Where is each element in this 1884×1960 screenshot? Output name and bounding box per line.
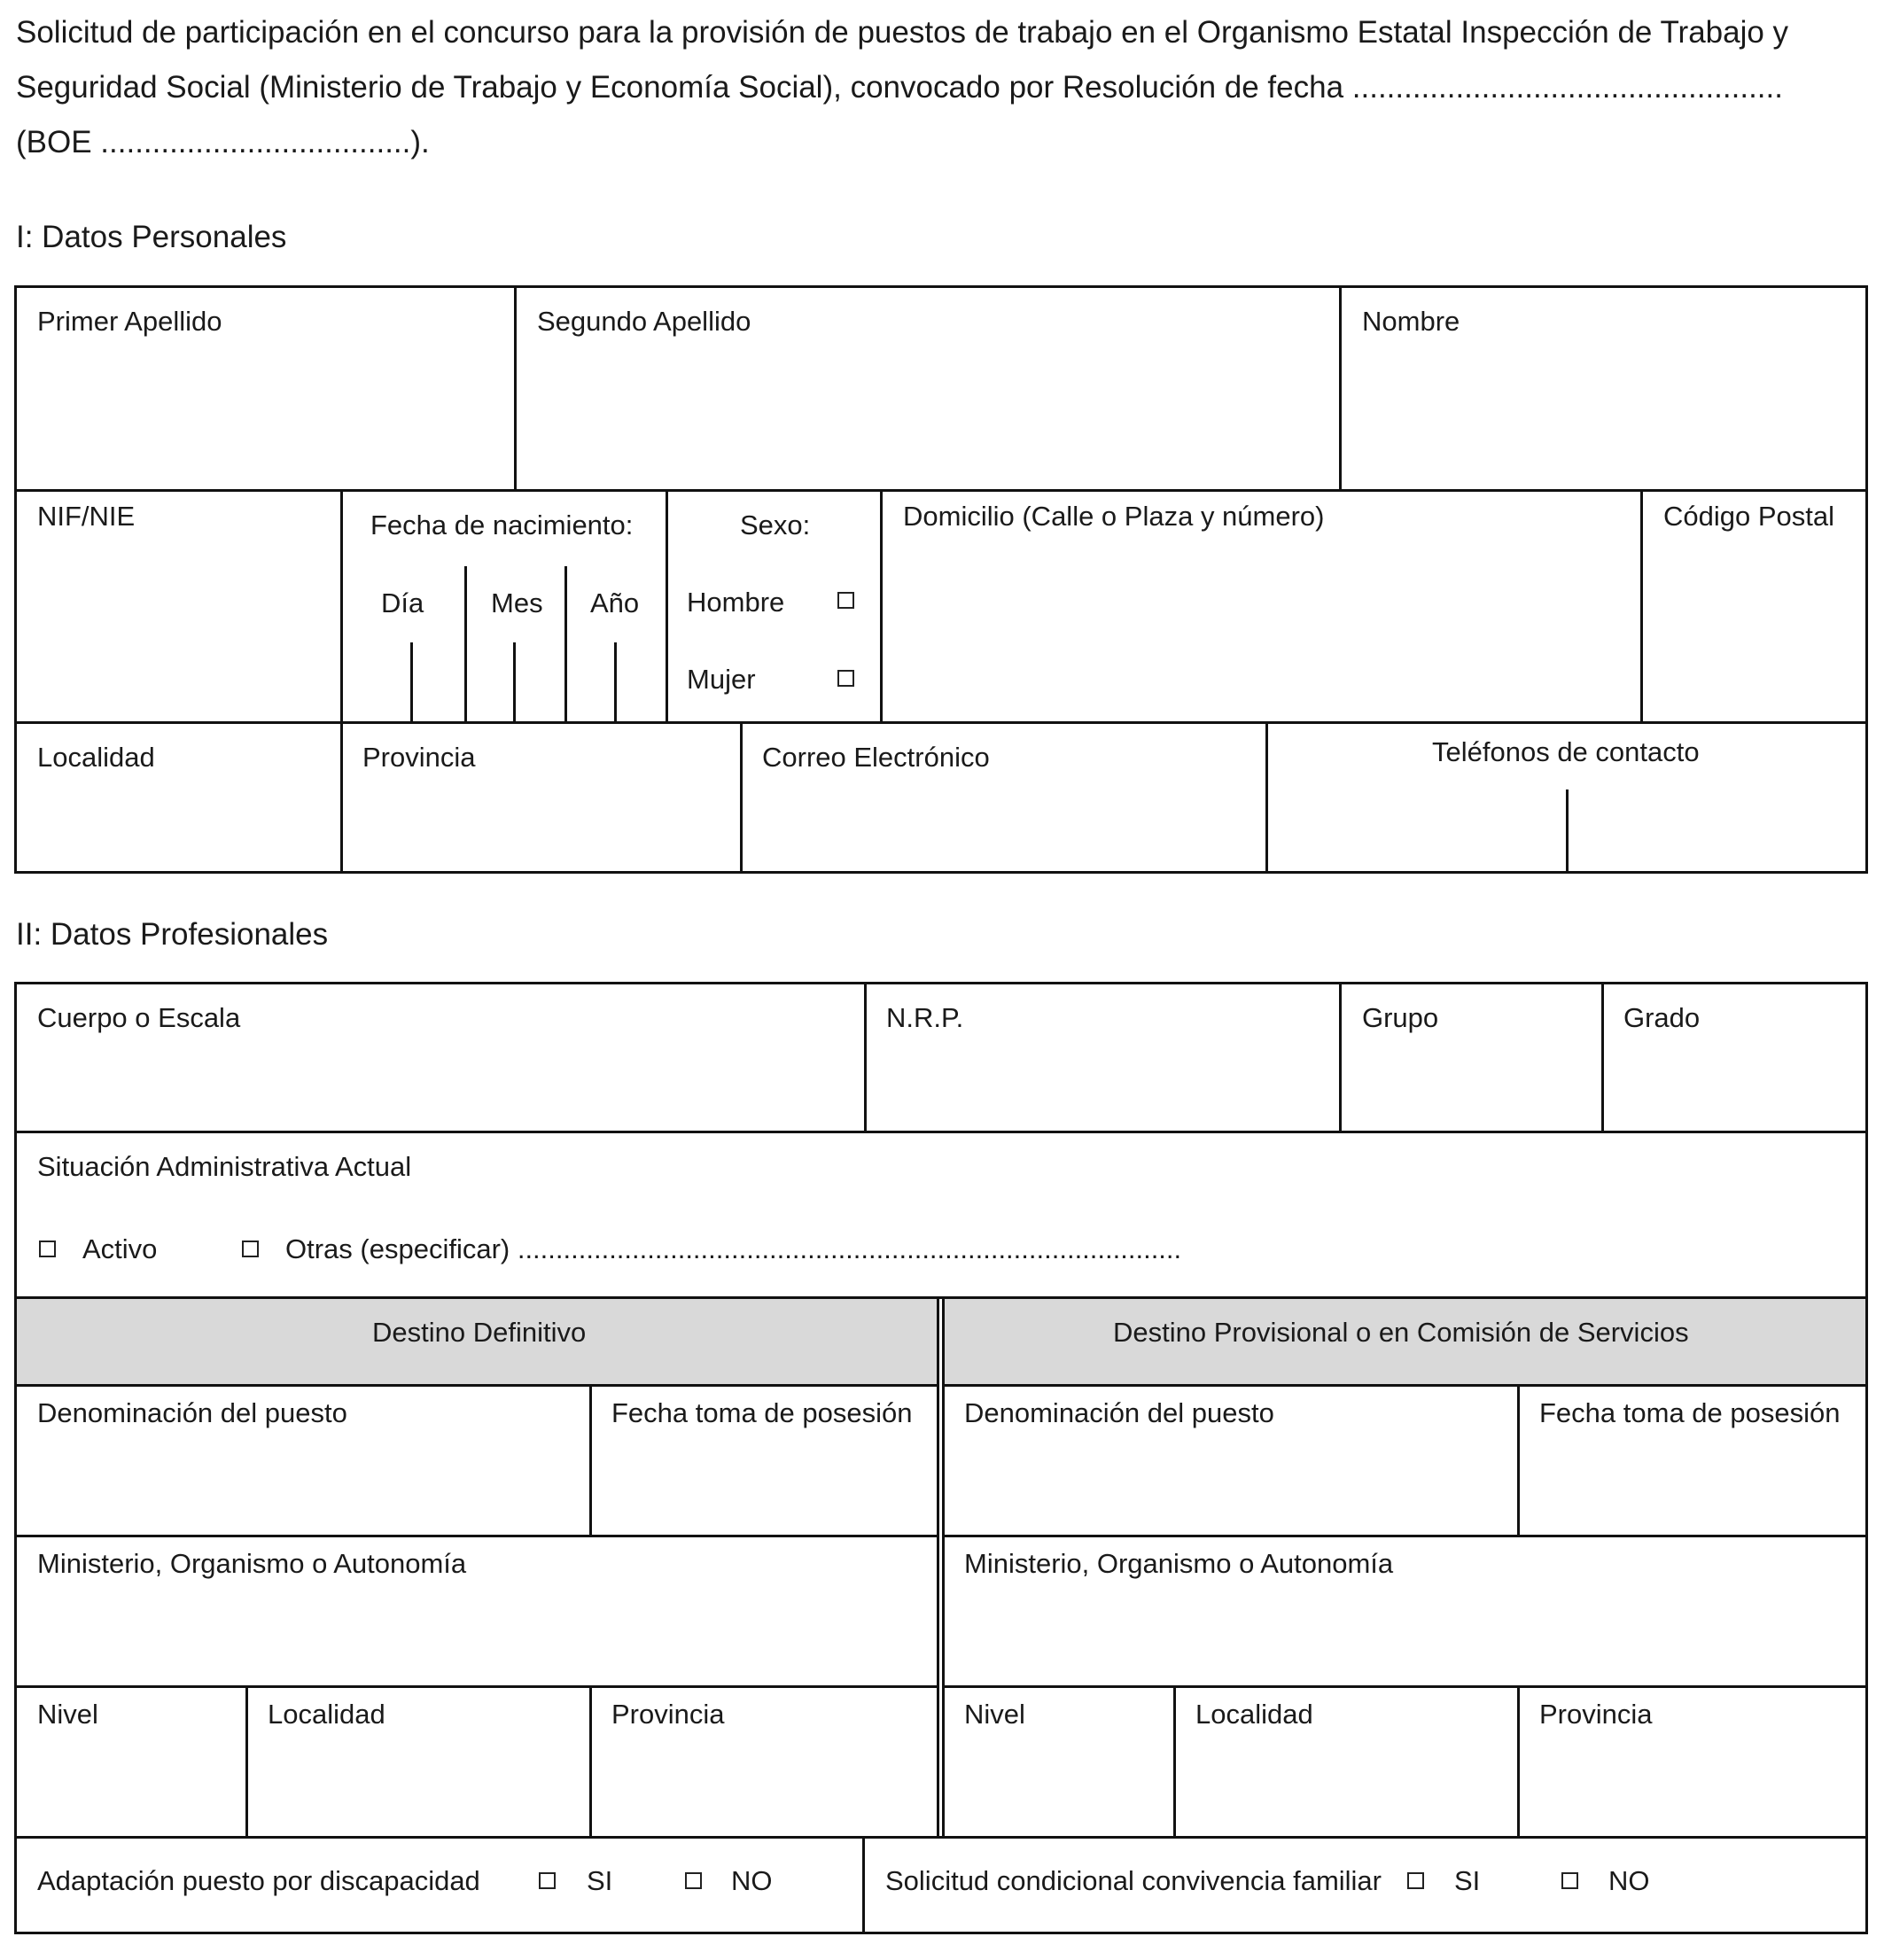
condicional-si-checkbox[interactable] (1407, 1872, 1424, 1889)
mes-anio-divider (564, 566, 567, 724)
grupo-label: Grupo (1362, 1002, 1439, 1033)
def-fecha-toma-label: Fecha toma de posesión (611, 1397, 913, 1428)
def-localidad-label: Localidad (268, 1699, 385, 1730)
def-provincia-label: Provincia (611, 1699, 725, 1730)
anio-label: Año (590, 587, 640, 618)
prov-nivel-field[interactable] (942, 1685, 1176, 1839)
destino-definitivo-label: Destino Definitivo (372, 1317, 587, 1348)
def-denominacion-field[interactable] (14, 1384, 592, 1537)
nif-field[interactable] (14, 489, 343, 724)
fecha-nacimiento-field (340, 489, 668, 724)
dia-divider (410, 642, 413, 724)
intro-line-2: Seguridad Social (Ministerio de Trabajo y Economía Social), convocado por Resolución de fecha .................................................. (16, 70, 1783, 105)
destino-provisional-label: Destino Provisional o en Comisión de Servicios (1113, 1317, 1689, 1348)
def-fecha-toma-field[interactable] (589, 1384, 939, 1537)
solicitud-condicional-label: Solicitud condicional convivencia familiar (885, 1865, 1382, 1896)
grado-field[interactable] (1601, 982, 1868, 1133)
section-personal-title: I: Datos Personales (16, 220, 287, 254)
hombre-label: Hombre (687, 587, 785, 618)
anio-divider (614, 642, 617, 724)
section-professional-title: II: Datos Profesionales (16, 917, 329, 952)
destino-provisional-header (942, 1296, 1868, 1387)
telefonos-divider (1566, 789, 1569, 874)
otras-checkbox[interactable] (242, 1241, 259, 1257)
def-localidad-field[interactable] (245, 1685, 592, 1839)
def-nivel-field[interactable] (14, 1685, 248, 1839)
primer-apellido-label: Primer Apellido (37, 306, 222, 337)
adaptacion-si-label: SI (587, 1865, 613, 1896)
prov-ministerio-label: Ministerio, Organismo o Autonomía (964, 1548, 1394, 1579)
condicional-si-label: SI (1454, 1865, 1481, 1896)
situacion-field (14, 1131, 1868, 1299)
personal-data-table (14, 285, 1868, 874)
sexo-label: Sexo: (740, 509, 811, 541)
fecha-nacimiento-label: Fecha de nacimiento: (370, 509, 634, 541)
localidad-field[interactable] (14, 721, 343, 874)
prov-provincia-label: Provincia (1539, 1699, 1653, 1730)
nrp-field[interactable] (864, 982, 1342, 1133)
adaptacion-si-checkbox[interactable] (539, 1872, 556, 1889)
adaptacion-label: Adaptación puesto por discapacidad (37, 1865, 480, 1896)
def-provincia-field[interactable] (589, 1685, 939, 1839)
nif-label: NIF/NIE (37, 501, 136, 532)
correo-label: Correo Electrónico (762, 742, 990, 773)
telefonos-field[interactable] (1265, 721, 1868, 874)
codigo-postal-field[interactable] (1640, 489, 1868, 724)
mujer-label: Mujer (687, 664, 756, 695)
prov-ministerio-field[interactable] (942, 1535, 1868, 1688)
mujer-checkbox[interactable] (837, 670, 854, 687)
otras-label: Otras (especificar) ....................................................................................... (285, 1233, 1182, 1264)
domicilio-label: Domicilio (Calle o Plaza y número) (903, 501, 1325, 532)
adaptacion-no-label: NO (731, 1865, 773, 1896)
nombre-field[interactable] (1339, 285, 1868, 492)
intro-paragraph (16, 5, 1868, 170)
def-denominacion-label: Denominación del puesto (37, 1397, 347, 1428)
prov-fecha-toma-label: Fecha toma de posesión (1539, 1397, 1841, 1428)
adaptacion-field (14, 1836, 865, 1934)
hombre-checkbox[interactable] (837, 592, 854, 609)
prov-fecha-toma-field[interactable] (1517, 1384, 1868, 1537)
segundo-apellido-label: Segundo Apellido (537, 306, 751, 337)
prov-localidad-field[interactable] (1173, 1685, 1520, 1839)
intro-line-3: (BOE ....................................). (16, 125, 430, 159)
telefonos-label: Teléfonos de contacto (1432, 736, 1700, 767)
segundo-apellido-field[interactable] (514, 285, 1342, 492)
prov-provincia-field[interactable] (1517, 1685, 1868, 1839)
situacion-label: Situación Administrativa Actual (37, 1151, 412, 1182)
cuerpo-field[interactable] (14, 982, 867, 1133)
def-ministerio-label: Ministerio, Organismo o Autonomía (37, 1548, 467, 1579)
condicional-no-checkbox[interactable] (1561, 1872, 1578, 1889)
adaptacion-no-checkbox[interactable] (685, 1872, 702, 1889)
primer-apellido-field[interactable] (14, 285, 517, 492)
def-ministerio-field[interactable] (14, 1535, 939, 1688)
prov-denominacion-label: Denominación del puesto (964, 1397, 1274, 1428)
provincia-field[interactable] (340, 721, 743, 874)
grado-label: Grado (1623, 1002, 1701, 1033)
localidad-label: Localidad (37, 742, 155, 773)
solicitud-condicional-field (862, 1836, 1868, 1934)
codigo-postal-label: Código Postal (1663, 501, 1835, 532)
prov-localidad-label: Localidad (1195, 1699, 1313, 1730)
dia-mes-divider (464, 566, 467, 724)
provincia-label: Provincia (362, 742, 476, 773)
cuerpo-label: Cuerpo o Escala (37, 1002, 241, 1033)
activo-checkbox[interactable] (39, 1241, 56, 1257)
professional-data-table (14, 982, 1868, 1934)
activo-label: Activo (82, 1233, 158, 1264)
destino-definitivo-header (14, 1296, 939, 1387)
mes-divider (513, 642, 516, 724)
nombre-label: Nombre (1362, 306, 1460, 337)
grupo-field[interactable] (1339, 982, 1604, 1133)
condicional-no-label: NO (1608, 1865, 1650, 1896)
domicilio-field[interactable] (880, 489, 1643, 724)
nrp-label: N.R.P. (886, 1002, 964, 1033)
prov-denominacion-field[interactable] (942, 1384, 1520, 1537)
mes-label: Mes (491, 587, 543, 618)
correo-field[interactable] (740, 721, 1268, 874)
intro-line-1: Solicitud de participación en el concurso para la provisión de puestos de trabajo en el Organismo Estatal Inspección de Trabajo y (16, 15, 1789, 50)
dia-label: Día (381, 587, 424, 618)
def-nivel-label: Nivel (37, 1699, 98, 1730)
prov-nivel-label: Nivel (964, 1699, 1025, 1730)
sexo-field (666, 489, 883, 724)
